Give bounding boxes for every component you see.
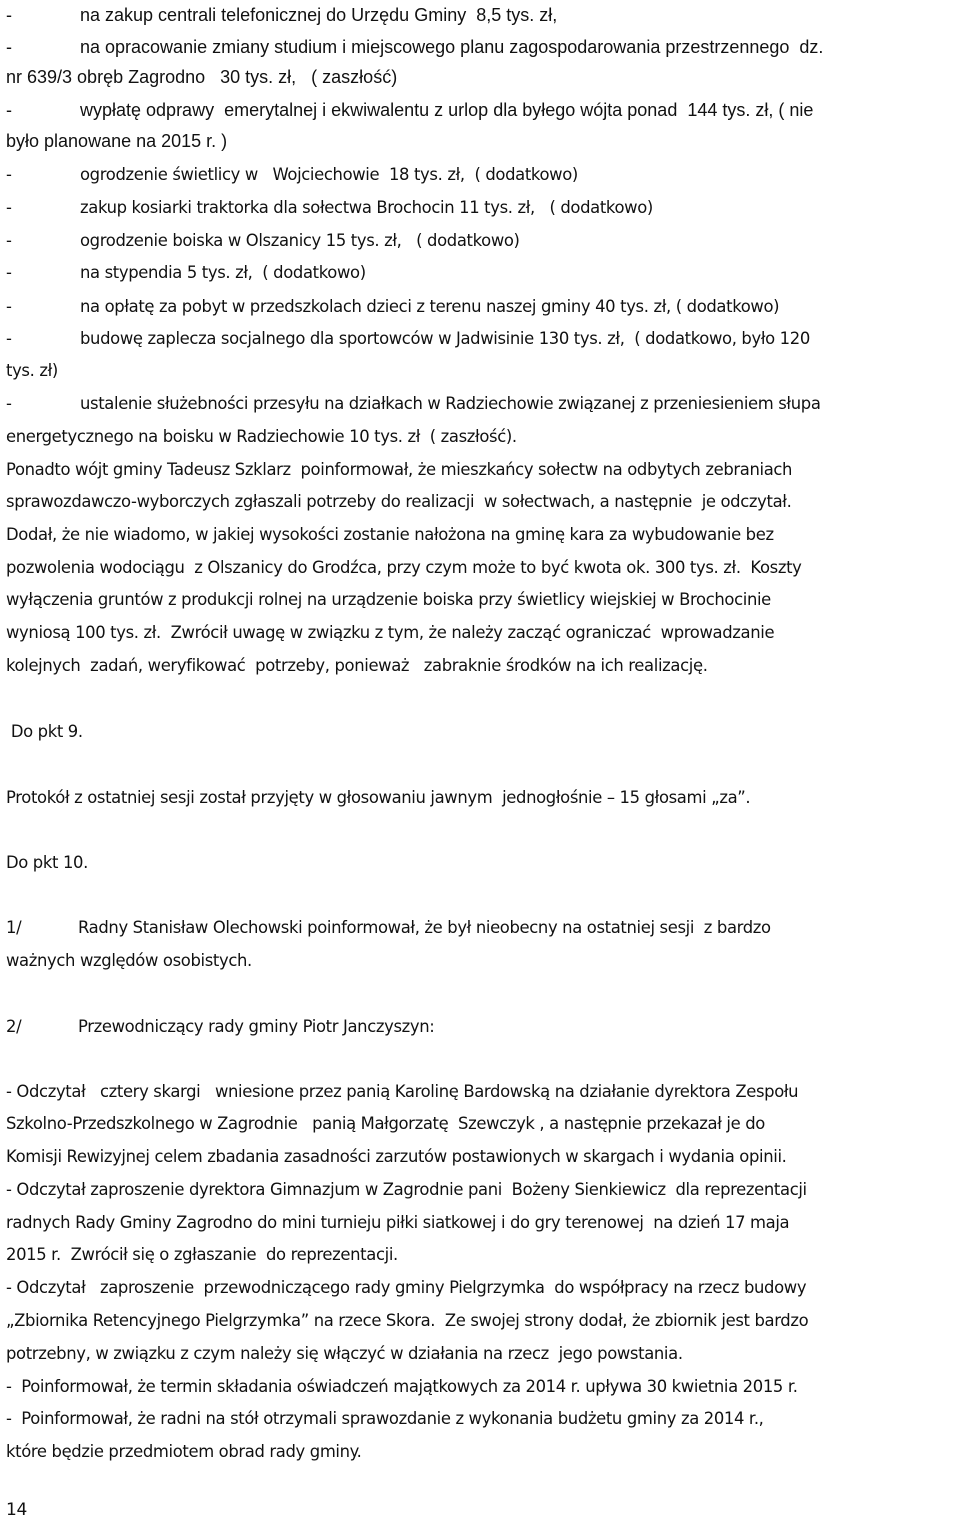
- section-heading-pkt9: Do pkt 9.: [6, 722, 83, 741]
- list-item: - na opracowanie zmiany studium i miejscowego planu zagospodarowania przestrzennego dz.: [6, 37, 824, 57]
- paragraph-line: radnych Rady Gminy Zagrodno do mini turnieju piłki siatkowej i do gry terenowej na dzień 17 maja: [6, 1213, 790, 1232]
- paragraph-line: Szkolno-Przedszkolnego w Zagrodnie panią Małgorzatę Szewczyk , a następnie przekazał je do: [6, 1114, 765, 1133]
- list-item: - ogrodzenie świetlicy w Wojciechowie 18 tys. zł, ( dodatkowo): [6, 165, 578, 184]
- paragraph-line: Komisji Rewizyjnej celem zbadania zasadności zarzutów postawionych w skargach i wydania opinii.: [6, 1147, 787, 1166]
- paragraph-line: Ponadto wójt gminy Tadeusz Szklarz poinformował, że mieszkańcy sołectw na odbytych zebraniach: [6, 460, 793, 479]
- list-item: - budowę zaplecza socjalnego dla sportowców w Jadwisinie 130 tys. zł, ( dodatkowo, było 120: [6, 329, 810, 348]
- list-item: - na zakup centrali telefonicznej do Urzędu Gminy 8,5 tys. zł,: [6, 5, 558, 25]
- paragraph-line: - Poinformował, że termin składania oświadczeń majątkowych za 2014 r. upływa 30 kwietnia 2015 r.: [6, 1377, 798, 1396]
- paragraph-line: 2015 r. Zwrócił się o zgłaszanie do reprezentacji.: [6, 1245, 398, 1264]
- paragraph-line: sprawozdawczo-wyborczych zgłaszali potrzeby do realizacji w sołectwach, a następnie je odczytał.: [6, 492, 792, 511]
- paragraph-line: kolejnych zadań, weryfikować potrzeby, ponieważ zabraknie środków na ich realizację.: [6, 656, 708, 675]
- paragraph-line: wyniosą 100 tys. zł. Zwrócił uwagę w związku z tym, że należy zacząć ograniczać wprowadzanie: [6, 623, 775, 642]
- paragraph-line: „Zbiornika Retencyjnego Pielgrzymka” na rzece Skora. Ze swojej strony dodał, że zbiornik jest bardzo: [6, 1311, 809, 1330]
- paragraph-line: Dodał, że nie wiadomo, w jakiej wysokości zostanie nałożona na gminę kara za wybudowanie bez: [6, 525, 774, 544]
- list-item: - na opłatę za pobyt w przedszkolach dzieci z terenu naszej gminy 40 tys. zł, ( dodatkowo): [6, 297, 780, 316]
- list-item-continuation: było planowane na 2015 r. ): [6, 131, 228, 151]
- list-item: - na stypendia 5 tys. zł, ( dodatkowo): [6, 263, 366, 282]
- paragraph-line: pozwolenia wodociągu z Olszanicy do Grodźca, przy czym może to być kwota ok. 300 tys. zł. Koszty: [6, 558, 802, 577]
- paragraph-line: - Poinformował, że radni na stół otrzymali sprawozdanie z wykonania budżetu gminy za 2014 r.,: [6, 1409, 764, 1428]
- paragraph-line: - Odczytał zaproszenie przewodniczącego rady gminy Pielgrzymka do współpracy na rzecz budowy: [6, 1278, 807, 1297]
- list-item: - zakup kosiarki traktorka dla sołectwa Brochocin 11 tys. zł, ( dodatkowo): [6, 198, 653, 217]
- list-item-continuation: energetycznego na boisku w Radziechowie 10 tys. zł ( zaszłość).: [6, 427, 517, 446]
- paragraph-line: - Odczytał cztery skargi wniesione przez panią Karolinę Bardowską na działanie dyrektora Zespołu: [6, 1082, 799, 1101]
- numbered-item: 1/ Radny Stanisław Olechowski poinformował, że był nieobecny na ostatniej sesji z bardzo: [6, 918, 771, 937]
- list-item: - ogrodzenie boiska w Olszanicy 15 tys. zł, ( dodatkowo): [6, 231, 520, 250]
- numbered-item-continuation: ważnych względów osobistych.: [6, 951, 252, 970]
- paragraph-line: potrzebny, w związku z czym należy się włączyć w działania na rzecz jego powstania.: [6, 1344, 683, 1363]
- list-item-continuation: nr 639/3 obręb Zagrodno 30 tys. zł, ( zaszłość): [6, 67, 398, 87]
- list-item-continuation: tys. zł): [6, 361, 58, 380]
- paragraph-line: wyłączenia gruntów z produkcji rolnej na urządzenie boiska przy świetlicy wiejskiej w Brochocinie: [6, 590, 771, 609]
- list-item: - wypłatę odprawy emerytalnej i ekwiwalentu z urlop dla byłego wójta ponad 144 tys. zł, ( nie: [6, 100, 814, 120]
- page-number: 14: [6, 1500, 27, 1520]
- numbered-item: 2/ Przewodniczący rady gminy Piotr Janczyszyn:: [6, 1017, 435, 1036]
- protocol-text: Protokół z ostatniej sesji został przyjęty w głosowaniu jawnym jednogłośnie – 15 głosami „za”.: [6, 788, 751, 807]
- paragraph-line: które będzie przedmiotem obrad rady gminy.: [6, 1442, 362, 1461]
- paragraph-line: - Odczytał zaproszenie dyrektora Gimnazjum w Zagrodnie pani Bożeny Sienkiewicz dla reprezentacji: [6, 1180, 807, 1199]
- list-item: - ustalenie służebności przesyłu na działkach w Radziechowie związanej z przeniesieniem słupa: [6, 394, 821, 413]
- section-heading-pkt10: Do pkt 10.: [6, 853, 88, 872]
